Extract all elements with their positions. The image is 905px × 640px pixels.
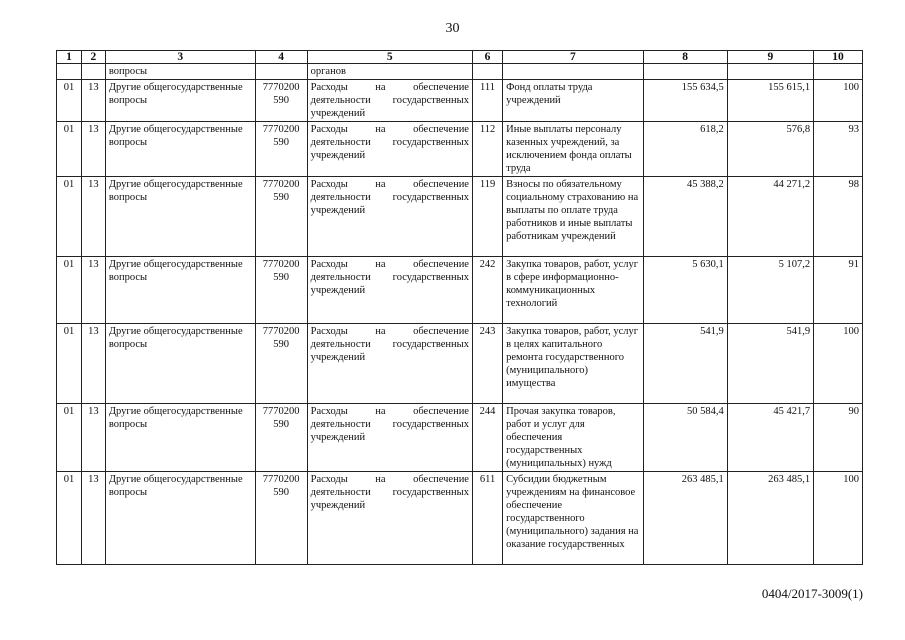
budget-table [56,50,863,565]
planned-amount: 5 630,1 [643,257,727,324]
target-article-code: 7770200 590 [255,257,307,324]
section-code: 01 [57,177,82,257]
section-name: Другие общегосударственные вопросы [105,122,255,177]
planned-amount: 45 388,2 [643,177,727,257]
actual-amount: 5 107,2 [727,257,813,324]
column-header: 10 [814,51,863,64]
execution-percent: 91 [814,257,863,324]
subsection-code: 13 [81,177,105,257]
subsection-code: 13 [81,80,105,122]
planned-amount: 618,2 [643,122,727,177]
document-code: 0404/2017-3009(1) [761,586,863,601]
table-row [57,257,863,324]
expense-type-code: 243 [472,324,502,404]
expense-type-name: Иные выплаты персоналу казенных учреждений, за исключением фонда оплаты труда [503,122,643,177]
planned-amount: 155 634,5 [643,80,727,122]
execution-percent: 98 [814,177,863,257]
expense-purpose: Расходы на обеспечение деятельности государственных учреждений [307,324,472,404]
target-article-code: 7770200 590 [255,404,307,472]
actual-amount: 576,8 [727,122,813,177]
target-article-code: 7770200 590 [255,177,307,257]
expense-purpose: Расходы на обеспечение деятельности государственных учреждений [307,80,472,122]
execution-percent: 93 [814,122,863,177]
expense-type-code: 119 [472,177,502,257]
expense-type-code: 112 [472,122,502,177]
planned-amount: 50 584,4 [643,404,727,472]
continuation-row [57,64,863,80]
expense-type-name: Субсидии бюджетным учреждениям на финансовое обеспечение государственного (муниципального) задания на оказание государственных [503,472,643,565]
column-header: 1 [57,51,82,64]
table-row [57,177,863,257]
table-row [57,80,863,122]
expense-purpose: Расходы на обеспечение деятельности государственных учреждений [307,472,472,565]
section-name: Другие общегосударственные вопросы [105,472,255,565]
planned-amount: 541,9 [643,324,727,404]
section-name: Другие общегосударственные вопросы [105,80,255,122]
actual-amount: 541,9 [727,324,813,404]
table-row [57,122,863,177]
column-header: 2 [81,51,105,64]
expense-purpose: Расходы на обеспечение деятельности государственных учреждений [307,257,472,324]
expense-type-code: 611 [472,472,502,565]
target-article-code: 7770200 590 [255,80,307,122]
actual-amount: 155 615,1 [727,80,813,122]
expense-type-name: Взносы по обязательному социальному страхованию на выплаты по оплате труда работников и иные выплаты работникам учреждений [503,177,643,257]
column-header: 3 [105,51,255,64]
section-code: 01 [57,472,82,565]
continuation-purpose: органов [307,64,472,80]
section-name: Другие общегосударственные вопросы [105,177,255,257]
table-header-row [57,51,863,64]
section-code: 01 [57,404,82,472]
section-code: 01 [57,122,82,177]
subsection-code: 13 [81,404,105,472]
expense-type-code: 242 [472,257,502,324]
expense-type-name: Прочая закупка товаров, работ и услуг для обеспечения государственных (муниципальных) нужд [503,404,643,472]
subsection-code: 13 [81,472,105,565]
expense-type-code: 111 [472,80,502,122]
subsection-code: 13 [81,122,105,177]
table-row [57,324,863,404]
table-row [57,472,863,565]
execution-percent: 90 [814,404,863,472]
page-number: 30 [445,21,460,36]
expense-type-name: Закупка товаров, работ, услуг в сфере информационно-коммуникационных технологий [503,257,643,324]
planned-amount: 263 485,1 [643,472,727,565]
execution-percent: 100 [814,324,863,404]
subsection-code: 13 [81,257,105,324]
expense-type-name: Закупка товаров, работ, услуг в целях капитального ремонта государственного (муниципального) имущества [503,324,643,404]
expense-purpose: Расходы на обеспечение деятельности государственных учреждений [307,177,472,257]
section-code: 01 [57,80,82,122]
subsection-code: 13 [81,324,105,404]
target-article-code: 7770200 590 [255,324,307,404]
section-code: 01 [57,257,82,324]
column-header: 5 [307,51,472,64]
target-article-code: 7770200 590 [255,122,307,177]
column-header: 9 [727,51,813,64]
column-header: 4 [255,51,307,64]
expense-type-code: 244 [472,404,502,472]
section-code: 01 [57,324,82,404]
target-article-code: 7770200 590 [255,472,307,565]
column-header: 6 [472,51,502,64]
expense-purpose: Расходы на обеспечение деятельности государственных учреждений [307,404,472,472]
column-header: 7 [503,51,643,64]
section-name: Другие общегосударственные вопросы [105,404,255,472]
section-name: Другие общегосударственные вопросы [105,324,255,404]
expense-type-name: Фонд оплаты труда учреждений [503,80,643,122]
continuation-name: вопросы [105,64,255,80]
actual-amount: 45 421,7 [727,404,813,472]
table-row [57,404,863,472]
column-header: 8 [643,51,727,64]
actual-amount: 263 485,1 [727,472,813,565]
execution-percent: 100 [814,472,863,565]
section-name: Другие общегосударственные вопросы [105,257,255,324]
actual-amount: 44 271,2 [727,177,813,257]
expense-purpose: Расходы на обеспечение деятельности государственных учреждений [307,122,472,177]
execution-percent: 100 [814,80,863,122]
